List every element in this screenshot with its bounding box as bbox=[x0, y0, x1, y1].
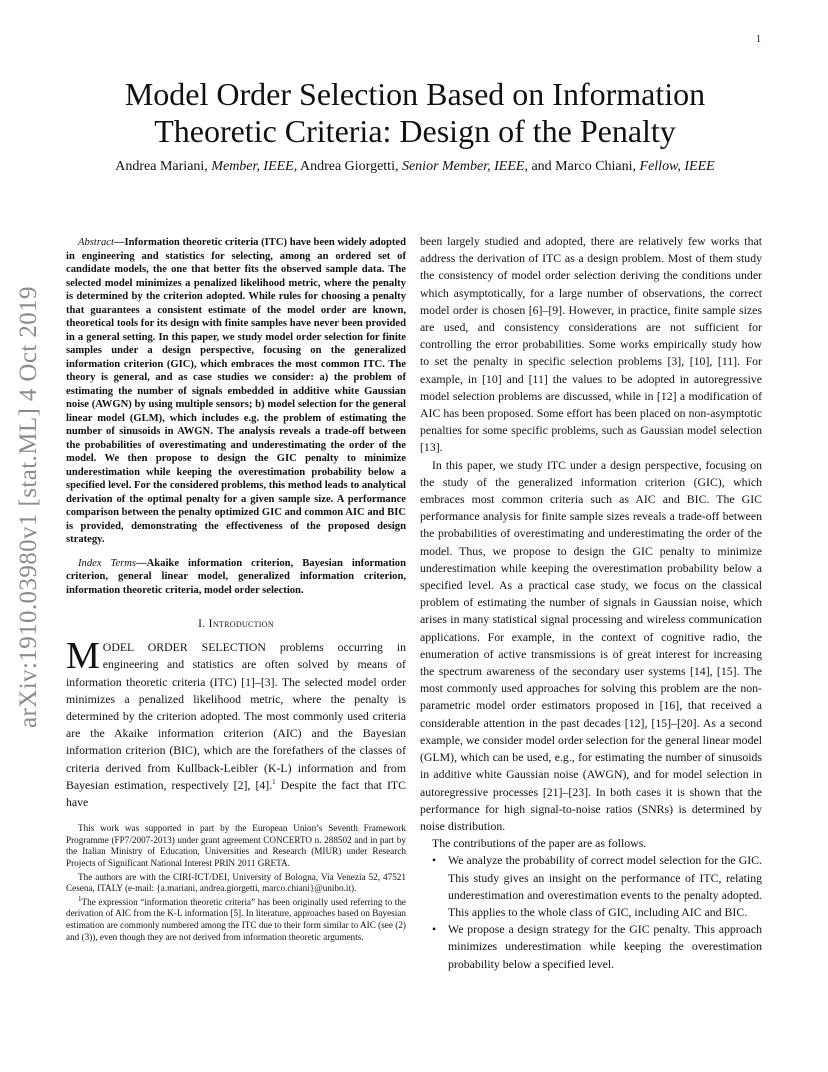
author-2-role: Senior Member, IEEE bbox=[401, 159, 525, 174]
abstract-label: Abstract bbox=[78, 237, 114, 248]
affiliation-footnote: The authors are with the CIRI-ICT/DEI, University of Bologna, Via Venezia 52, 47521 Cesena, ITALY (e-mail: {a.mariani, andrea.giorgetti, marco.chiani}@unibo.it). bbox=[66, 871, 406, 894]
arxiv-identifier-stamp bbox=[12, 262, 46, 752]
page-number: 1 bbox=[756, 34, 761, 45]
right-paragraph-1: been largely studied and adopted, there are relatively few works that address the derivation of ITC as a design problem. Most of them study the consistency of model order selection deriving the conditions under which asymptotically, for a large number of observations, the correct model order is chosen [6]–[9]. However, in practice, finite sample sizes are used, and consistency considerations are not sufficient for controlling the error probabilities. Some works empirically study how to set the penalty in specific selection problems [3], [10], [11]. For example, in [10] and [11] the values to be adopted in autoregressive model selection problems are discussed, while in [12] a modification of AIC has been proposed. Some effort has been placed on non-asymptotic penalties for some specific problems, such as Gaussian model selection [13]. bbox=[420, 234, 762, 455]
section-heading-introduction bbox=[66, 615, 406, 633]
author-2: , Andrea Giorgetti, bbox=[293, 159, 402, 174]
abstract-text: —Information theoretic criteria (ITC) have been widely adopted in engineering and statistics for selecting, among an ordered set of candidate models, the one that better fits the observed sample data. The selected model minimizes a penalized likelihood metric, where the penalty is determined by the criterion adopted. While rules for choosing a penalty that guarantees a consistent estimate of the model order are known, theoretical tools for its design with finite samples have never been provided in a general setting. In this paper, we study model order selection for finite samples under a design perspective, focusing on the generalized information criterion (GIC), which embraces the most common ITC. The theory is general, and as case studies we consider: a) the problem of estimating the number of signals embedded in additive white Gaussian noise (AWGN) by using multiple sensors; b) model selection for the general linear model (GLM), which includes e.g. the problem of estimating the number of sinusoids in AWGN. The analysis reveals a trade-off between the probabilities of overestimating and underestimating the order of the model. We then propose to design the GIC penalty to minimize underestimation while keeping the overestimation probability below a specified level. For the considered problems, this method leads to analytical derivation of the optimal penalty for a given sample size. A performance comparison between the penalty optimized GIC and common AIC and BIC is provided, demonstrating the effectiveness of the proposed design strategy. bbox=[66, 237, 406, 545]
right-column bbox=[420, 233, 762, 973]
paper-title: Model Order Selection Based on Information Theoretic Criteria: Design of the Penalty bbox=[124, 76, 706, 149]
list-item: • We propose a design strategy for the GIC penalty. This approach minimizes underestimation while keeping the overestimation probability below a specified level. bbox=[448, 921, 762, 973]
footnote-1-text: The expression “information theoretic criteria” has been originally used referring to the derivation of AIC from the K-L information [5]. In literature, approaches based on Bayesian estimation are commonly numbered among the ITC due to their form similar to AIC (see (2) and (3)), even though they are not derived from information theoretic arguments. bbox=[66, 896, 406, 942]
footnote-1 bbox=[66, 894, 406, 943]
right-paragraph-2: In this paper, we study ITC under a design perspective, focusing on the study of the generalized information criterion (GIC), which embraces most common criteria such as AIC and BIC. The GIC performance analysis for finite sample sizes reveals a trade-off between the probabilities of overestimating and underestimating the order of the model. Thus, we propose to design the GIC penalty to minimize underestimation while keeping the overestimation probability below a specified level. As a practical case study, we focus on the classical problem of estimating the number of signals in Gaussian noise, which arises in many statistical signal processing and wireless communication applications. For example, in the context of cognitive radio, the enumeration of active transmissions is of great interest for increasing the spectrum awareness of the secondary user systems [14], [15]. The most commonly used approaches for solving this problem are the non-parametric model order estimators proposed in [16], that received a considerable attention in the past decades [12], [15]–[20]. As a second example, we consider model order selection for the general linear model (GLM), which can be used, e.g., for estimating the number of sinusoids in additive white Gaussian noise (AWGN), and for model selection in autoregressive processes [21]–[23]. In both cases it is shown that the performance for high signal-to-noise ratios (SNRs) is determined by noise distribution. bbox=[420, 457, 762, 833]
drop-cap: M bbox=[66, 635, 100, 678]
section-title: Introduction bbox=[208, 616, 274, 630]
index-terms bbox=[66, 557, 406, 598]
author-1: Andrea Mariani, bbox=[115, 159, 212, 174]
funding-footnote: This work was supported in part by the European Union’s Seventh Framework Programme (FP7/2007-2013) under grant agreement CONCERTO n. 288502 and in part by the Italian Ministry of Education, Universities and Research (MIUR) under Research Projects of Significant National Interest PRIN 2011 GRETA. bbox=[66, 823, 406, 869]
intro-text: problems occurring in engineering and statistics are often solved by means of information theoretic criteria (ITC) [1]–[3]. The selected model order minimizes a penalized likelihood metric, where the penalty is determined by the criterion adopted. The most commonly used criteria are the Akaike information criterion (AIC) and the Bayesian information criterion (BIC), which are the forefathers of the classes of criteria derived from Kullback-Leibler (K-L) information and from Bayesian estimation, respectively [2], [4]. bbox=[66, 640, 406, 792]
intro-lead: ODEL ORDER SELECTION bbox=[102, 640, 266, 655]
footnotes bbox=[66, 823, 406, 943]
arxiv-identifier-text: arXiv:1910.03980v1 [stat.ML] 4 Oct 2019 bbox=[15, 286, 42, 728]
contributions-list bbox=[420, 852, 762, 972]
contributions-intro: The contributions of the paper are as follows. bbox=[432, 836, 647, 851]
footnote-1-mark: 1 bbox=[78, 894, 82, 903]
footnote-marker: 1 bbox=[272, 777, 276, 786]
left-column bbox=[66, 236, 406, 945]
section-number: I. bbox=[198, 618, 209, 630]
author-1-role: Member, IEEE bbox=[211, 159, 294, 174]
author-line bbox=[50, 159, 780, 175]
list-item: • We analyze the probability of correct model selection for the GIC. This study gives an insight on the performance of ITC, relating underestimation and overestimation events to the penalty adopted. This applies to the whole class of GIC, including AIC and BIC. bbox=[448, 852, 762, 921]
author-3-role: Fellow, IEEE bbox=[639, 159, 715, 174]
intro-tail: Despite the fact that ITC have bbox=[66, 777, 406, 810]
author-3: , and Marco Chiani, bbox=[524, 159, 640, 174]
introduction-paragraph bbox=[66, 635, 406, 811]
abstract bbox=[66, 236, 406, 547]
index-terms-label: Index Terms bbox=[78, 557, 137, 569]
index-terms-text: —Akaike information criterion, Bayesian information criterion, general linear model, generalized information criterion, information theoretic criteria, model order selection. bbox=[66, 557, 406, 596]
